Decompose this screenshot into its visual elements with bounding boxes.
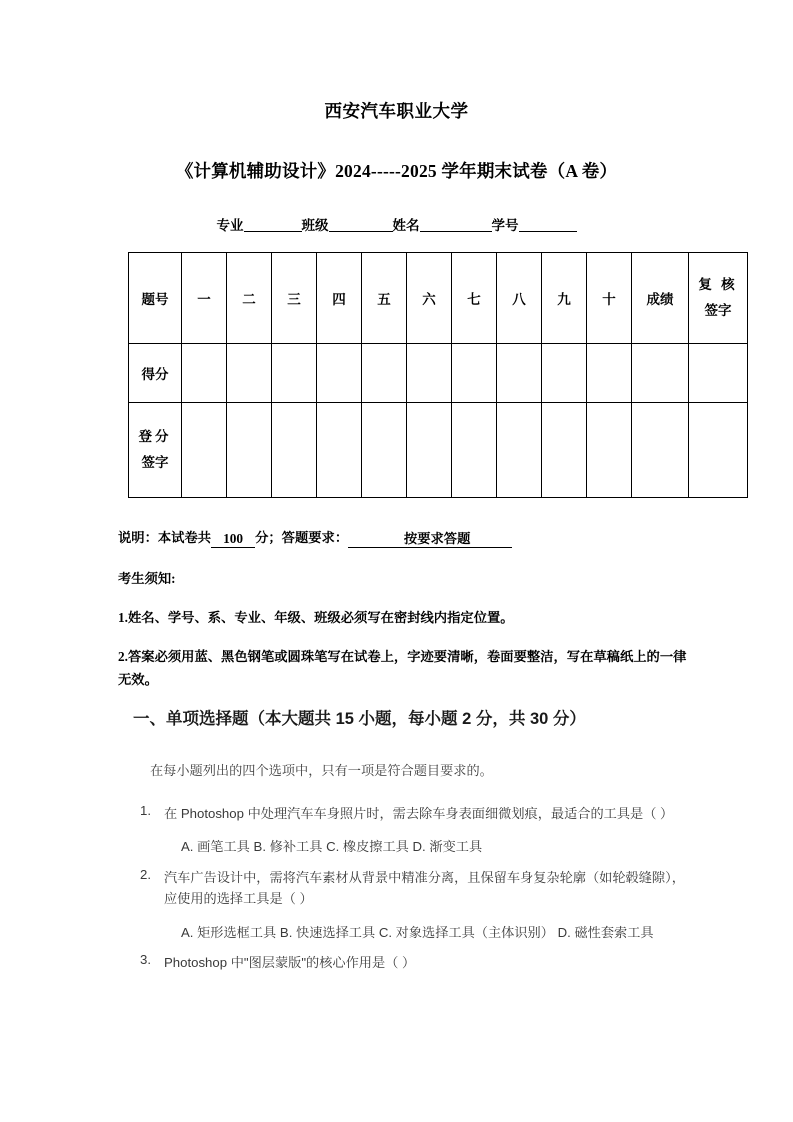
table-row-header bbox=[129, 253, 748, 344]
cell-signature-7[interactable] bbox=[452, 403, 497, 498]
cell-signature-1[interactable] bbox=[182, 403, 227, 498]
question-item bbox=[140, 803, 692, 858]
cell-score-8[interactable] bbox=[497, 344, 542, 403]
question-number: 3. bbox=[140, 951, 151, 967]
cell-question-no-label: 题号 bbox=[129, 253, 182, 344]
cell-score-9[interactable] bbox=[542, 344, 587, 403]
class-input[interactable] bbox=[329, 216, 393, 232]
student-id-input[interactable] bbox=[519, 216, 577, 232]
cell-score-label: 得分 bbox=[129, 344, 182, 403]
section-note: 在每小题列出的四个选项中，只有一项是符合题目要求的。 bbox=[150, 763, 493, 778]
total-points-field[interactable]: 100 bbox=[211, 531, 255, 548]
question-item bbox=[140, 952, 692, 973]
signature-label-line-1: 登分 bbox=[138, 429, 172, 445]
cell-signature-6[interactable] bbox=[407, 403, 452, 498]
question-stem: Photoshop 中"图层蒙版"的核心作用是（ ） bbox=[164, 954, 416, 970]
candidate-notice-title: 考生须知: bbox=[118, 571, 176, 586]
cell-score-1[interactable] bbox=[182, 344, 227, 403]
cell-signature-5[interactable] bbox=[362, 403, 407, 498]
review-header-line-1: 复 核 bbox=[698, 277, 738, 293]
notes-block bbox=[118, 527, 688, 712]
cell-signature-8[interactable] bbox=[497, 403, 542, 498]
question-number: 2. bbox=[140, 866, 151, 882]
cell-signature-9[interactable] bbox=[542, 403, 587, 498]
cell-header-7: 七 bbox=[452, 253, 497, 344]
cell-score-7[interactable] bbox=[452, 344, 497, 403]
question-stem: 在 Photoshop 中处理汽车车身照片时，需去除车身表面细微划痕，最适合的工具是（ ） bbox=[164, 806, 674, 821]
question-item bbox=[140, 867, 692, 943]
cell-signature-label bbox=[129, 403, 182, 498]
cell-header-8: 八 bbox=[497, 253, 542, 344]
question-options[interactable]: A. 画笔工具 B. 修补工具 C. 橡皮擦工具 D. 渐变工具 bbox=[181, 839, 483, 855]
school-title: 西安汽车职业大学 bbox=[324, 101, 469, 121]
major-input[interactable] bbox=[244, 216, 302, 232]
notice-rule-1: 1.姓名、学号、系、专业、年级、班级必须写在密封线内指定位置。 bbox=[118, 610, 514, 625]
name-label: 姓名 bbox=[392, 218, 420, 233]
cell-header-2: 二 bbox=[227, 253, 272, 344]
question-options[interactable]: A. 矩形选框工具 B. 快速选择工具 C. 对象选择工具（主体识别） D. 磁性套索工具 bbox=[181, 924, 654, 940]
cell-score-3[interactable] bbox=[272, 344, 317, 403]
notice-rule-2: 2.答案必须用蓝、黑色钢笔或圆珠笔写在试卷上，字迹要清晰，卷面要整洁，写在草稿纸上的一律无效。 bbox=[118, 649, 687, 687]
cell-signature-total[interactable] bbox=[632, 403, 689, 498]
cell-signature-2[interactable] bbox=[227, 403, 272, 498]
cell-header-1: 一 bbox=[182, 253, 227, 344]
cell-score-total[interactable] bbox=[632, 344, 689, 403]
cell-signature-3[interactable] bbox=[272, 403, 317, 498]
cell-score-review[interactable] bbox=[689, 344, 748, 403]
section-heading: 一、单项选择题（本大题共 15 小题，每小题 2 分，共 30 分） bbox=[133, 710, 586, 728]
cell-score-10[interactable] bbox=[587, 344, 632, 403]
cell-header-5: 五 bbox=[362, 253, 407, 344]
question-list bbox=[140, 803, 692, 982]
cell-review-header bbox=[689, 253, 748, 344]
class-label: 班级 bbox=[301, 218, 329, 233]
cell-score-2[interactable] bbox=[227, 344, 272, 403]
student-id-label: 学号 bbox=[491, 218, 519, 233]
cell-signature-4[interactable] bbox=[317, 403, 362, 498]
instruction-middle: 分；答题要求： bbox=[255, 530, 349, 545]
cell-total-header: 成绩 bbox=[632, 253, 689, 344]
cell-header-9: 九 bbox=[542, 253, 587, 344]
cell-signature-review[interactable] bbox=[689, 403, 748, 498]
review-header-line-2: 签字 bbox=[704, 303, 732, 318]
score-table bbox=[128, 252, 748, 498]
major-label: 专业 bbox=[216, 218, 244, 233]
instruction-row bbox=[118, 527, 688, 548]
cell-signature-10[interactable] bbox=[587, 403, 632, 498]
cell-header-6: 六 bbox=[407, 253, 452, 344]
cell-header-10: 十 bbox=[587, 253, 632, 344]
question-number: 1. bbox=[140, 803, 151, 818]
instruction-prefix: 说明：本试卷共 bbox=[118, 530, 212, 545]
cell-header-3: 三 bbox=[272, 253, 317, 344]
table-row-signature bbox=[129, 403, 748, 498]
cell-score-4[interactable] bbox=[317, 344, 362, 403]
answer-requirement-field[interactable]: 按要求答题 bbox=[348, 528, 512, 548]
cell-score-5[interactable] bbox=[362, 344, 407, 403]
student-info-line bbox=[0, 214, 793, 234]
table-row-score bbox=[129, 344, 748, 403]
cell-score-6[interactable] bbox=[407, 344, 452, 403]
name-input[interactable] bbox=[420, 216, 492, 232]
question-stem: 汽车广告设计中，需将汽车素材从背景中精准分离，且保留车身复杂轮廓（如轮毂缝隙），应使用的选择工具是（ ） bbox=[164, 869, 685, 907]
paper-title: 《计算机辅助设计》2024-----2025 学年期末试卷（A 卷） bbox=[175, 161, 618, 181]
signature-label-line-2: 签字 bbox=[141, 455, 169, 470]
cell-header-4: 四 bbox=[317, 253, 362, 344]
